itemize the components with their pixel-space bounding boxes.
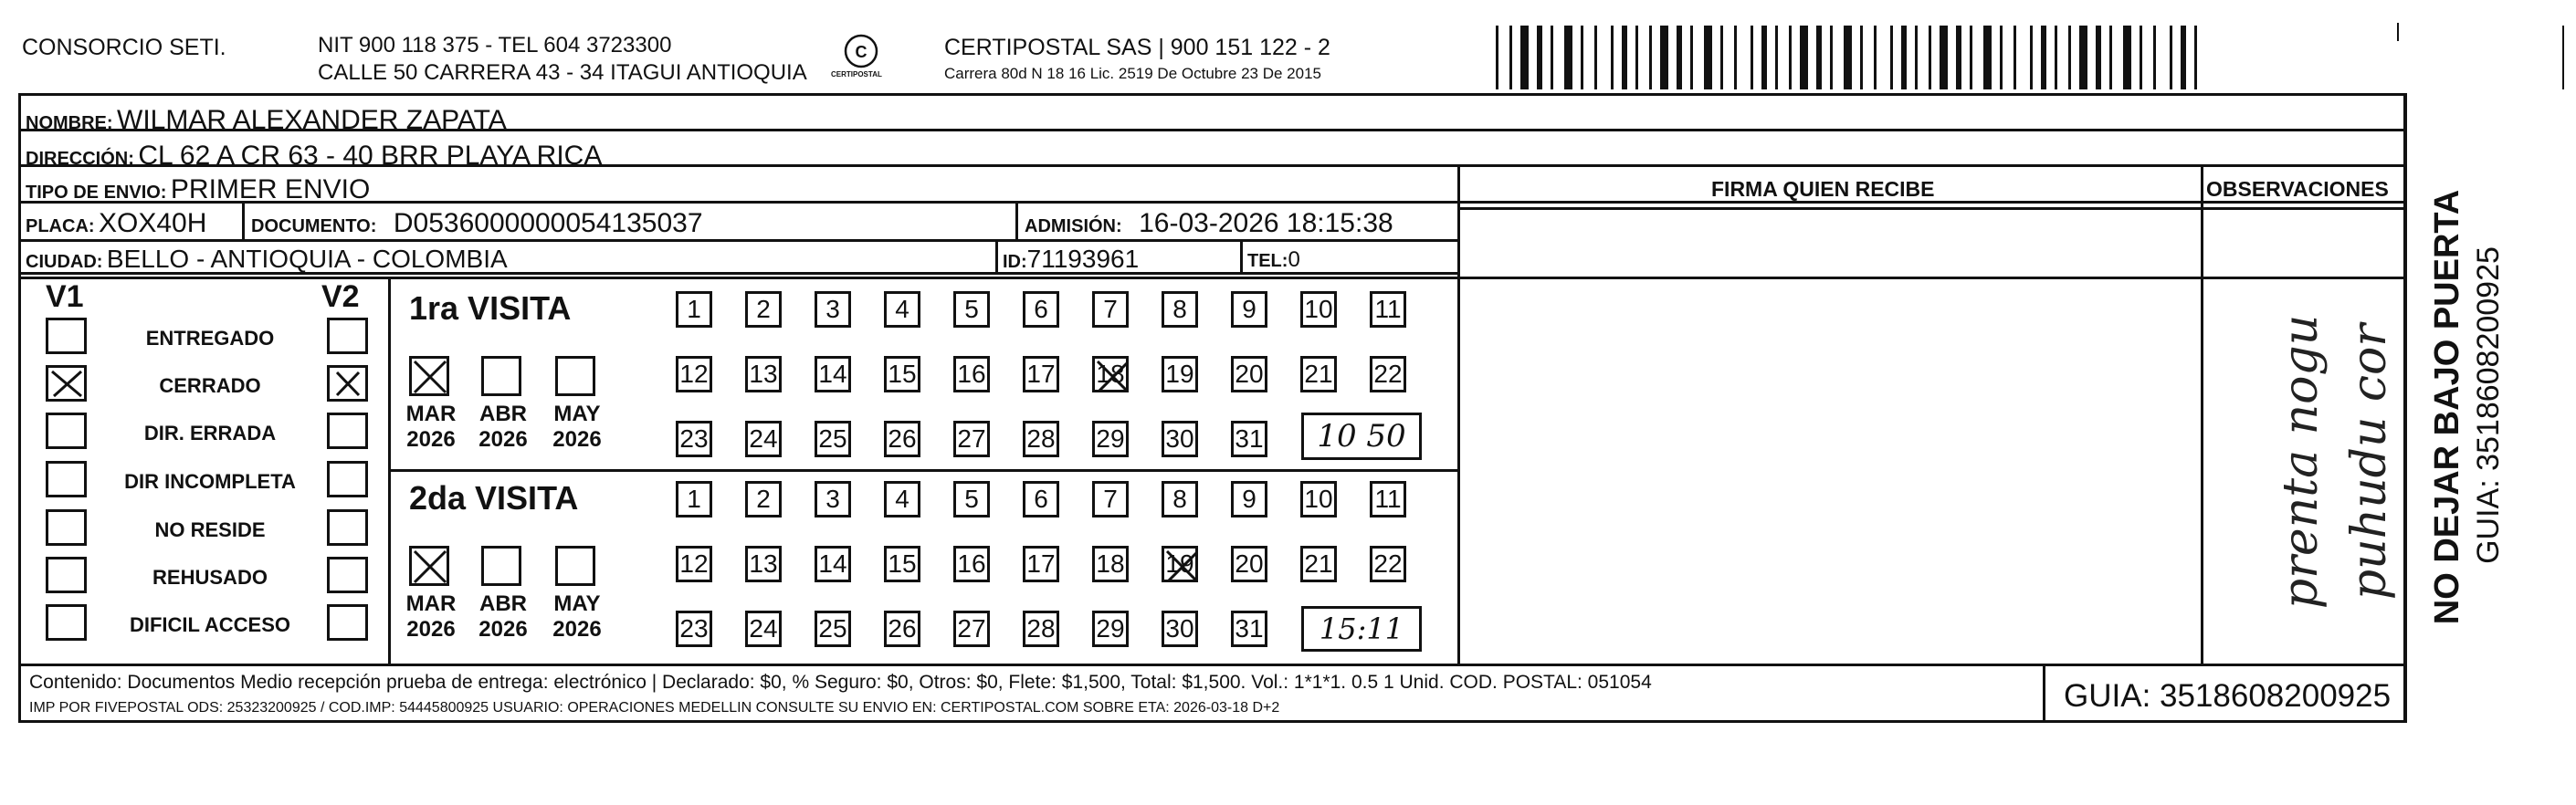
second-visit-month-label: MAR <box>405 591 457 616</box>
first-visit-month-label: MAR <box>405 402 457 426</box>
divider <box>995 239 998 272</box>
first-visit-year-label: 2026 <box>406 427 456 452</box>
status-label: CERRADO <box>159 374 261 397</box>
direccion-field <box>26 142 602 170</box>
second-visit-day-box[interactable]: 5 <box>953 481 990 518</box>
direccion-value: CL 62 A CR 63 - 40 BRR PLAYA RICA <box>138 141 603 171</box>
divider <box>2404 93 2407 723</box>
firma-label: FIRMA QUIEN RECIBE <box>1711 177 1935 201</box>
barcode-bar <box>2000 26 2003 89</box>
second-visit-day-box[interactable]: 16 <box>953 546 990 582</box>
barcode-bar <box>1551 26 1553 89</box>
barcode-bar <box>2109 26 2112 89</box>
v2-status-checkbox[interactable] <box>327 413 368 449</box>
observaciones-label: OBSERVACIONES <box>2206 177 2389 201</box>
status-label: ENTREGADO <box>145 327 275 350</box>
barcode-bar <box>1929 26 1931 89</box>
first-visit-day-box[interactable]: 18 <box>1092 356 1129 392</box>
certipostal-line1: CERTIPOSTAL SAS | 900 151 122 - 2 <box>944 35 1330 60</box>
certipostal-logo: C CERTIPOSTAL <box>833 33 889 88</box>
second-visit-year-label: 2026 <box>406 617 456 642</box>
barcode-bar <box>2079 26 2087 89</box>
divider <box>2043 664 2045 723</box>
placa-label: PLACA: <box>26 216 95 236</box>
first-visit-day-box[interactable]: 19 <box>1162 356 1198 392</box>
first-visit-day-box[interactable]: 10 <box>1300 291 1337 328</box>
ciudad-label: CIUDAD: <box>26 252 103 272</box>
divider <box>242 201 245 239</box>
second-visit-month-checkbox[interactable] <box>409 546 449 586</box>
second-visit-day-box[interactable]: 23 <box>676 611 712 647</box>
second-visit-day-box[interactable]: 17 <box>1023 546 1059 582</box>
second-visit-title: 2da VISITA <box>409 479 579 517</box>
tipo-envio-label: TIPO DE ENVIO: <box>26 183 167 203</box>
second-visit-day-box[interactable]: 12 <box>676 546 712 582</box>
barcode-bar <box>1581 26 1583 89</box>
status-label: REHUSADO <box>152 566 268 589</box>
second-visit-day-box[interactable]: 21 <box>1300 546 1337 582</box>
divider <box>1240 239 1243 272</box>
svg-text:C: C <box>855 43 867 61</box>
second-visit-month-label: ABR <box>479 591 527 616</box>
barcode-bar <box>1983 26 1992 89</box>
side-warning: NO DEJAR BAJO PUERTA <box>2428 189 2466 625</box>
edge-mark <box>2397 23 2399 41</box>
first-visit-year-label: 2026 <box>478 427 528 452</box>
second-visit-day-box[interactable]: 18 <box>1092 546 1129 582</box>
second-visit-day-box[interactable]: 3 <box>815 481 851 518</box>
v2-status-checkbox[interactable] <box>327 365 368 402</box>
first-visit-day-box[interactable]: 3 <box>815 291 851 328</box>
second-visit-day-box[interactable]: 10 <box>1300 481 1337 518</box>
divider <box>18 664 2406 666</box>
first-visit-month-label: MAY <box>553 402 601 426</box>
divider <box>388 469 1457 472</box>
placa-field <box>26 210 206 237</box>
status-label: DIFICIL ACCESO <box>129 613 290 636</box>
nombre-value: WILMAR ALEXANDER ZAPATA <box>117 105 507 135</box>
first-visit-day-box[interactable]: 26 <box>884 421 920 457</box>
divider <box>1457 207 2406 210</box>
v2-status-checkbox[interactable] <box>327 461 368 497</box>
second-visit-month-checkbox[interactable] <box>555 546 595 586</box>
barcode-bar <box>1622 26 1627 89</box>
divider <box>1015 201 1018 239</box>
footer-content: Contenido: Documentos Medio recepción prueba de entrega: electrónico | Declarado: $0, % Seguro: $0, Otros: $0, Flete: $1,500, Total: $1,500. Vol.: 1*1*1. 0.5 1 Unid. COD. POSTAL: 051054 <box>29 672 1652 693</box>
tel-label: TEL: <box>1247 251 1288 271</box>
first-visit-day-box[interactable]: 11 <box>1370 291 1406 328</box>
first-visit-month-label: ABR <box>479 402 527 426</box>
first-visit-day-box[interactable]: 1 <box>676 291 712 328</box>
ciudad-value: BELLO - ANTIOQUIA - COLOMBIA <box>106 245 508 273</box>
admision-label: ADMISIÓN: <box>1025 216 1122 236</box>
barcode-bar <box>2153 26 2156 89</box>
nombre-label: NOMBRE: <box>26 113 113 133</box>
second-visit-day-box[interactable]: 20 <box>1231 546 1267 582</box>
barcode-bar <box>2123 26 2131 89</box>
second-visit-day-box[interactable]: 9 <box>1231 481 1267 518</box>
nit-line: NIT 900 118 375 - TEL 604 3723300 <box>318 33 672 58</box>
first-visit-day-box[interactable]: 4 <box>884 291 920 328</box>
id-value: 71193961 <box>1026 245 1140 273</box>
second-visit-day-box[interactable]: 22 <box>1370 546 1406 582</box>
first-visit-day-box[interactable]: 25 <box>815 421 851 457</box>
barcode-bar <box>1520 26 1529 89</box>
second-visit-day-box[interactable]: 19 <box>1162 546 1198 582</box>
first-visit-day-box[interactable]: 28 <box>1023 421 1059 457</box>
divider <box>1457 164 1460 664</box>
first-visit-day-box[interactable]: 31 <box>1231 421 1267 457</box>
barcode-bar <box>1816 26 1822 89</box>
barcode-bar <box>1635 26 1638 89</box>
placa-value: XOX40H <box>99 208 207 238</box>
admision-field <box>1025 210 1393 237</box>
barcode-bar <box>1720 26 1723 89</box>
label-frame <box>18 93 2406 723</box>
side-guia: GUIA: 3518608200925 <box>2471 246 2506 564</box>
barcode-bar <box>1874 26 1877 89</box>
barcode-bar <box>2041 26 2046 89</box>
divider <box>18 277 2406 279</box>
second-visit-day-box[interactable]: 11 <box>1370 481 1406 518</box>
barcode-bar <box>1734 26 1737 89</box>
observation-handwriting-1: prenta nogu <box>2274 314 2329 610</box>
first-visit-day-box[interactable]: 2 <box>745 291 782 328</box>
v2-status-checkbox[interactable] <box>327 604 368 641</box>
status-label: NO RESIDE <box>154 518 266 541</box>
barcode-bar <box>1970 26 1972 89</box>
first-visit-time: 10 50 <box>1301 413 1422 460</box>
direccion-label: DIRECCIÓN: <box>26 149 134 169</box>
tel-value: 0 <box>1288 247 1300 272</box>
barcode-bar <box>1537 26 1542 89</box>
first-visit-day-box[interactable]: 23 <box>676 421 712 457</box>
certipostal-line2: Carrera 80d N 18 16 Lic. 2519 De Octubre 23 De 2015 <box>944 65 1321 82</box>
barcode-bar <box>1860 26 1863 89</box>
barcode-bar <box>2096 26 2101 89</box>
barcode-bar <box>1844 26 1852 89</box>
tel-field <box>1247 249 1300 271</box>
second-visit-year-label: 2026 <box>478 617 528 642</box>
admision-value: 16-03-2026 18:15:38 <box>1139 208 1393 238</box>
id-label: ID: <box>1003 252 1027 272</box>
second-visit-day-box[interactable]: 13 <box>745 546 782 582</box>
barcode-bar <box>2013 26 2016 89</box>
barcode-bar <box>1830 26 1833 89</box>
status-label: DIR. ERRADA <box>143 422 277 444</box>
tipo-envio-value: PRIMER ENVIO <box>170 174 371 204</box>
tipo-envio-field <box>26 176 370 204</box>
second-visit-day-box[interactable]: 1 <box>676 481 712 518</box>
edge-mark <box>2562 26 2564 89</box>
first-visit-day-box[interactable]: 6 <box>1023 291 1059 328</box>
first-visit-month-checkbox[interactable] <box>555 356 595 396</box>
address-line: CALLE 50 CARRERA 43 - 34 ITAGUI ANTIOQUIA <box>318 60 807 85</box>
barcode-bar <box>1594 26 1597 89</box>
second-visit-day-box[interactable]: 28 <box>1023 611 1059 647</box>
second-visit-day-box[interactable]: 26 <box>884 611 920 647</box>
v2-status-checkbox[interactable] <box>327 557 368 593</box>
barcode-bar <box>1509 26 1512 89</box>
barcode-bar <box>2055 26 2057 89</box>
barcode <box>1496 0 2226 91</box>
documento-label: DOCUMENTO: <box>251 216 377 236</box>
v2-status-checkbox[interactable] <box>327 318 368 354</box>
first-visit-day-box[interactable]: 13 <box>745 356 782 392</box>
status-label: DIR INCOMPLETA <box>124 470 296 493</box>
footer-guia: GUIA: 3518608200925 <box>2064 678 2392 714</box>
first-visit-day-box[interactable]: 30 <box>1162 421 1198 457</box>
first-visit-day-box[interactable]: 22 <box>1370 356 1406 392</box>
first-visit-day-box[interactable]: 29 <box>1092 421 1129 457</box>
second-visit-day-box[interactable]: 30 <box>1162 611 1198 647</box>
barcode-bar <box>2170 26 2172 89</box>
first-visit-day-box[interactable]: 8 <box>1162 291 1198 328</box>
barcode-bar <box>1649 26 1652 89</box>
barcode-bar <box>1890 26 1893 89</box>
barcode-bar <box>1564 26 1572 89</box>
barcode-bar <box>1751 26 1753 89</box>
second-visit-month-label: MAY <box>553 591 601 616</box>
divider <box>18 201 2406 204</box>
barcode-bar <box>2194 26 2197 89</box>
barcode-bar <box>1660 26 1668 89</box>
second-visit-day-box[interactable]: 14 <box>815 546 851 582</box>
first-visit-day-box[interactable]: 7 <box>1092 291 1129 328</box>
first-visit-day-box[interactable]: 9 <box>1231 291 1267 328</box>
first-visit-day-box[interactable]: 27 <box>953 421 990 457</box>
second-visit-day-box[interactable]: 31 <box>1231 611 1267 647</box>
barcode-bar <box>1775 26 1778 89</box>
barcode-bar <box>1496 26 1498 89</box>
barcode-bar <box>1611 26 1614 89</box>
divider <box>2201 164 2203 664</box>
second-visit-time: 15:11 <box>1301 606 1422 652</box>
v2-status-checkbox[interactable] <box>327 509 368 546</box>
documento-value: D0536000000054135037 <box>393 208 703 238</box>
barcode-bar <box>2068 26 2071 89</box>
nombre-field <box>26 107 507 134</box>
first-visit-title: 1ra VISITA <box>409 289 572 327</box>
second-visit-day-box[interactable]: 25 <box>815 611 851 647</box>
second-visit-year-label: 2026 <box>552 617 602 642</box>
company-name: CONSORCIO SETI. <box>22 35 226 60</box>
barcode-bar <box>1690 26 1693 89</box>
documento-field <box>251 210 703 237</box>
first-visit-day-box[interactable]: 14 <box>815 356 851 392</box>
first-visit-day-box[interactable]: 15 <box>884 356 920 392</box>
second-visit-month-checkbox[interactable] <box>481 546 521 586</box>
first-visit-month-checkbox[interactable] <box>481 356 521 396</box>
first-visit-month-checkbox[interactable] <box>409 356 449 396</box>
v2-label: V2 <box>321 279 360 314</box>
barcode-bar <box>1761 26 1767 89</box>
second-visit-day-box[interactable]: 8 <box>1162 481 1198 518</box>
barcode-bar <box>1789 26 1792 89</box>
barcode-bar <box>1901 26 1907 89</box>
second-visit-day-box[interactable]: 4 <box>884 481 920 518</box>
first-visit-day-box[interactable]: 17 <box>1023 356 1059 392</box>
barcode-bar <box>2140 26 2142 89</box>
first-visit-day-box[interactable]: 20 <box>1231 356 1267 392</box>
second-visit-day-box[interactable]: 7 <box>1092 481 1129 518</box>
second-visit-day-box[interactable]: 24 <box>745 611 782 647</box>
second-visit-day-box[interactable]: 2 <box>745 481 782 518</box>
id-field <box>1003 246 1139 272</box>
second-visit-day-box[interactable]: 29 <box>1092 611 1129 647</box>
first-visit-day-box[interactable]: 12 <box>676 356 712 392</box>
barcode-bar <box>1704 26 1712 89</box>
second-visit-day-box[interactable]: 27 <box>953 611 990 647</box>
barcode-bar <box>1940 26 1948 89</box>
first-visit-day-box[interactable]: 24 <box>745 421 782 457</box>
first-visit-day-box[interactable]: 16 <box>953 356 990 392</box>
second-visit-day-box[interactable]: 15 <box>884 546 920 582</box>
barcode-bar <box>2030 26 2033 89</box>
barcode-bar <box>1915 26 1918 89</box>
first-visit-day-box[interactable]: 21 <box>1300 356 1337 392</box>
second-visit-day-box[interactable]: 6 <box>1023 481 1059 518</box>
first-visit-day-box[interactable]: 5 <box>953 291 990 328</box>
barcode-bar <box>1956 26 1961 89</box>
barcode-bar <box>1800 26 1808 89</box>
first-visit-year-label: 2026 <box>552 427 602 452</box>
footer-meta: IMP POR FIVEPOSTAL ODS: 25323200925 / COD.IMP: 54445800925 USUARIO: OPERACIONES MEDELLIN CONSULTE SU ENVIO EN: CERTIPOSTAL.COM SOBRE ETA: 2026-03-18 D+2 <box>29 700 1280 716</box>
barcode-bar <box>1677 26 1682 89</box>
observation-handwriting-2: puhudu cor <box>2342 323 2397 601</box>
barcode-bar <box>2181 26 2186 89</box>
ciudad-field <box>26 246 508 272</box>
v1-label: V1 <box>46 279 84 314</box>
